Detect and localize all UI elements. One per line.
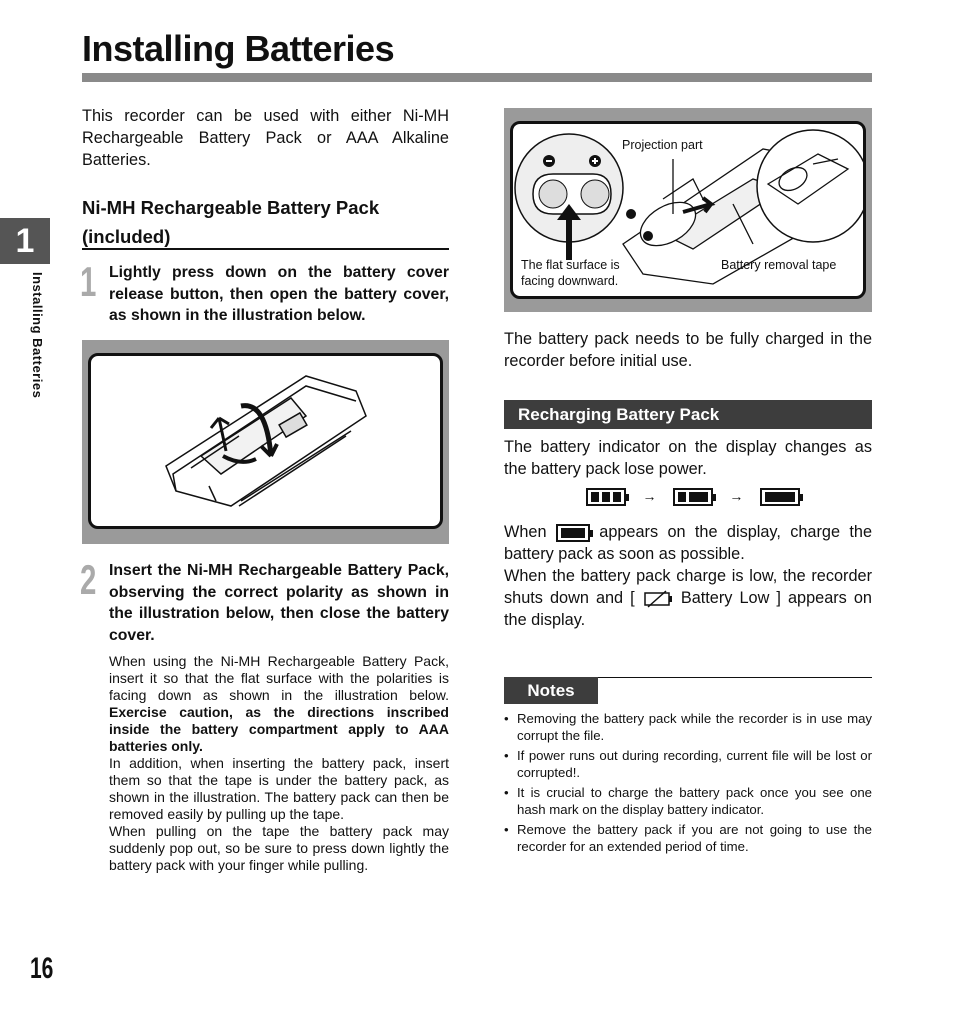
label-flat-surface: The flat surface is facing downward.	[521, 258, 620, 288]
text3-pre: When the battery pack charge is low, the recorder shuts down and [	[504, 567, 872, 607]
illustration-open-cover	[82, 340, 449, 544]
label-removal-tape: Battery removal tape	[721, 258, 837, 272]
text2-post: appears on the display, charge the battery pack as soon as possible.	[504, 523, 873, 563]
detail-c: When pulling on the tape the battery pack may suddenly pop out, so be sure to press down lightly the battery pack with your finger while pulling.	[109, 823, 449, 873]
detail-b: In addition, when inserting the battery pack, insert them so that the tape is under the battery pack, as shown in the illustration. The battery pack can then be removed easily by pulling up the tape.	[109, 755, 449, 822]
intro-text: This recorder can be used with either Ni-MH Rechargeable Battery Pack or AAA Alkaline Batteries.	[82, 107, 449, 169]
battery-low-icon	[760, 488, 800, 506]
notes-heading: Notes	[504, 677, 598, 704]
text3-post: ] appears on the display.	[504, 589, 872, 629]
battery-indicator-sequence	[586, 488, 800, 506]
arrow-2: →	[729, 488, 744, 505]
arrow-1: →	[642, 488, 657, 505]
text3-mid: Battery Low	[680, 589, 770, 607]
note-item: • Removing the battery pack while the recorder is in use may corrupt the file.	[504, 710, 872, 744]
note-item: • Remove the battery pack if you are not going to use the recorder for an extended period of time.	[504, 821, 872, 855]
notes-rule	[598, 677, 872, 678]
step-1-text: Lightly press down on the battery cover release button, then open the battery cover, as shown in the illustration below.	[109, 264, 449, 324]
step-number-2: 2	[80, 556, 97, 603]
battery-one-mark-icon	[556, 524, 590, 542]
notes-list	[504, 710, 872, 858]
step-number-1: 1	[80, 258, 97, 305]
charge-note: The battery pack needs to be fully charged in the recorder before initial use.	[504, 330, 872, 370]
step-2-details	[109, 653, 449, 874]
note-item: • If power runs out during recording, current file will be lost or corrupted!.	[504, 747, 872, 781]
section-rule	[82, 248, 449, 250]
recharging-text-2	[504, 521, 872, 565]
detail-a: When using the Ni-MH Rechargeable Battery Pack, insert it so that the flat surface with the polarities is facing down as shown in the illustration below.	[109, 653, 449, 703]
section-heading-nimh: Ni-MH Rechargeable Battery Pack (included)	[82, 197, 380, 247]
label-projection: Projection part	[622, 138, 703, 152]
recharging-text-1: The battery indicator on the display changes as the battery pack lose power.	[504, 438, 872, 478]
illustration-frame	[88, 353, 443, 529]
illustration-insert-battery	[504, 108, 872, 312]
empty-battery-icon	[642, 590, 674, 608]
chapter-side-label: Installing Batteries	[30, 272, 45, 399]
illustration-frame-2	[510, 121, 866, 299]
recharging-text-3	[504, 565, 872, 631]
detail-bold: Exercise caution, as the directions inscribed inside the battery compartment apply to AAA batteries only.	[109, 704, 449, 754]
text2-pre: When	[504, 523, 547, 541]
recorder-cover-drawing	[91, 356, 440, 526]
chapter-tab: 1	[0, 218, 50, 264]
recharging-heading: Recharging Battery Pack	[504, 400, 872, 429]
battery-mid-icon	[673, 488, 713, 506]
note-item: • It is crucial to charge the battery pack once you see one hash mark on the display battery indicator.	[504, 784, 872, 818]
page-number: 16	[30, 952, 54, 985]
page-title: Installing Batteries	[82, 28, 395, 69]
step-2-text: Insert the Ni-MH Rechargeable Battery Pack, observing the correct polarity as shown in the illustration below, then close the battery cover.	[109, 562, 449, 644]
title-rule	[82, 73, 872, 82]
battery-full-icon	[586, 488, 626, 506]
